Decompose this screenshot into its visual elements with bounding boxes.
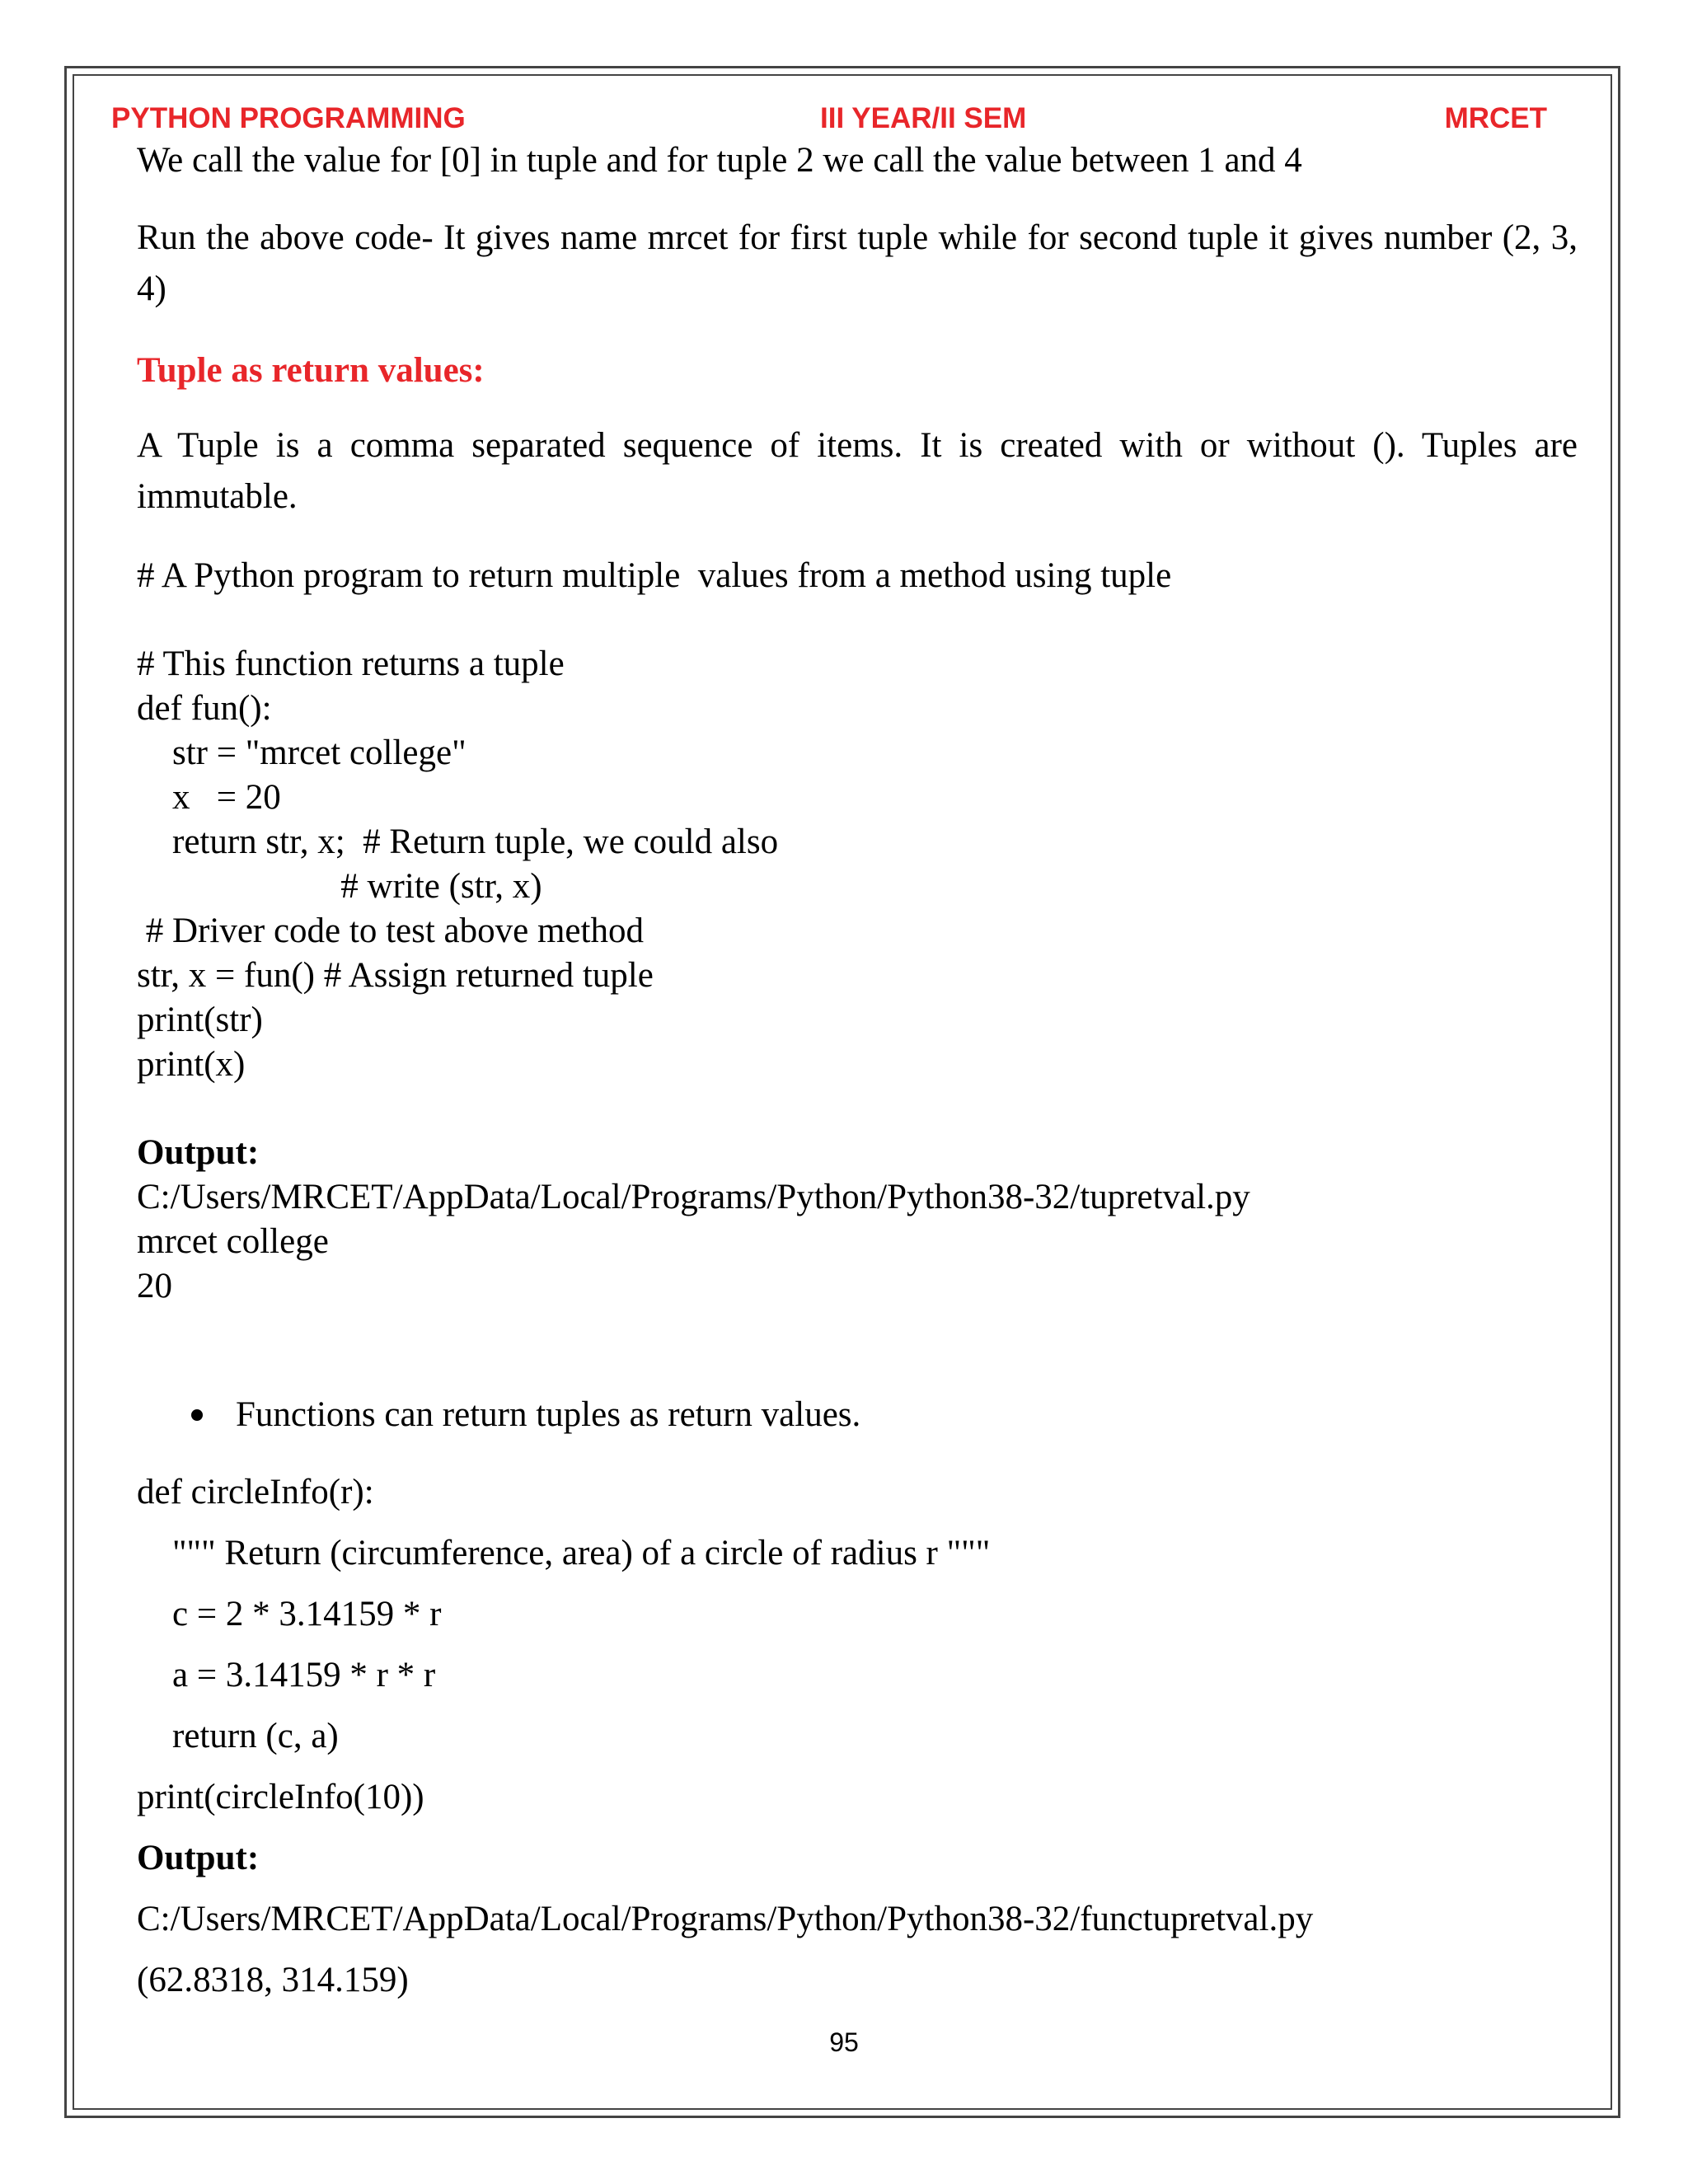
output-line: mrcet college xyxy=(137,1222,329,1261)
code-line: print(x) xyxy=(137,1045,246,1084)
intro-line: We call the value for [0] in tuple and for tuple 2 we call the value between 1 and 4 xyxy=(137,141,1302,180)
code-line: # This function returns a tuple xyxy=(137,644,565,683)
header-institution: MRCET xyxy=(1444,102,1547,134)
bullet-text: Functions can return tuples as return values. xyxy=(236,1395,861,1434)
code-line: return (c, a) xyxy=(137,1717,339,1755)
bullet-icon xyxy=(191,1409,203,1421)
page-header xyxy=(111,102,1545,138)
header-year-semester: III YEAR/II SEM xyxy=(820,102,1027,134)
header-course-title: PYTHON PROGRAMMING xyxy=(111,102,466,134)
code-line: str = "mrcet college" xyxy=(137,733,467,772)
code-line: print(str) xyxy=(137,1001,263,1039)
code-line: # Driver code to test above method xyxy=(137,912,644,950)
page-number: 95 xyxy=(829,2027,859,2057)
code-line: return str, x; # Return tuple, we could also xyxy=(137,823,779,861)
code-line: """ Return (circumference, area) of a circle of radius r """ xyxy=(137,1534,991,1572)
intro-paragraph: Run the above code- It gives name mrcet for first tuple while for second tuple it gives number (2, 3, 4) xyxy=(137,218,1578,308)
output-line: C:/Users/MRCET/AppData/Local/Programs/Python/Python38-32/tupretval.py xyxy=(137,1178,1250,1216)
code-line: x = 20 xyxy=(137,778,281,817)
section-description: A Tuple is a comma separated sequence of items. It is created with or without (). Tuples are immutable. xyxy=(137,426,1578,516)
code-line: def fun(): xyxy=(137,689,272,728)
code-line: print(circleInfo(10)) xyxy=(137,1778,424,1816)
output-line: 20 xyxy=(137,1267,172,1305)
code-line: # write (str, x) xyxy=(137,867,542,906)
code-line: def circleInfo(r): xyxy=(137,1473,374,1511)
code-line: c = 2 * 3.14159 * r xyxy=(137,1595,442,1633)
section-comment: # A Python program to return multiple values from a method using tuple xyxy=(137,556,1172,595)
output-label: Output: xyxy=(137,1839,260,1877)
output-line: (62.8318, 314.159) xyxy=(137,1961,409,1999)
output-line: C:/Users/MRCET/AppData/Local/Programs/Python/Python38-32/functupretval.py xyxy=(137,1900,1314,1938)
code-line: str, x = fun() # Assign returned tuple xyxy=(137,956,654,995)
code-line: a = 3.14159 * r * r xyxy=(137,1656,436,1694)
output-label: Output: xyxy=(137,1133,260,1172)
section-heading: Tuple as return values: xyxy=(137,351,485,390)
